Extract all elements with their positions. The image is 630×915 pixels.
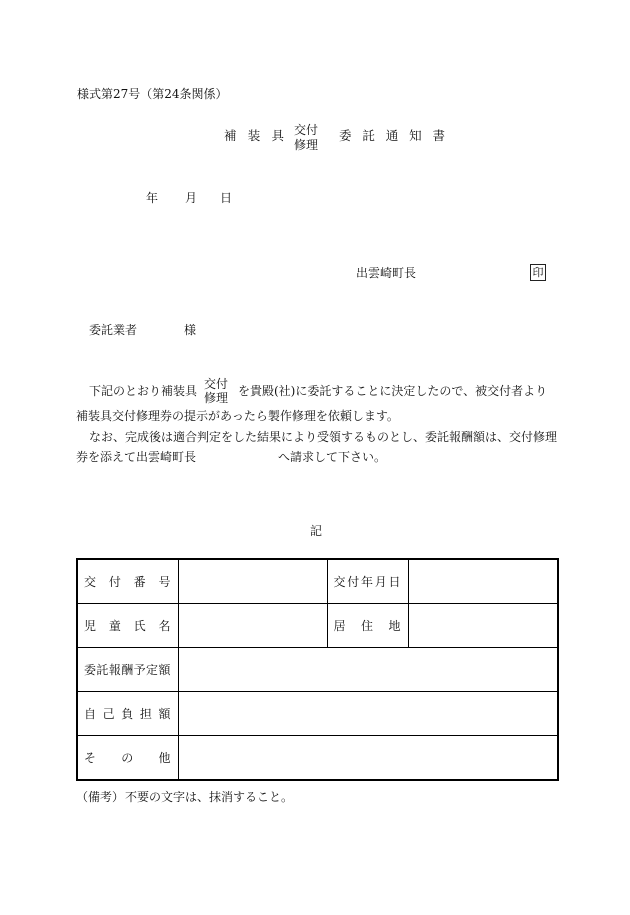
label-char: 氏	[133, 619, 146, 633]
label-char: 負	[121, 707, 134, 721]
body-stack-bottom: 修理	[204, 391, 229, 405]
title-rest	[339, 130, 445, 143]
label-cell	[77, 559, 178, 604]
title-char: 通	[385, 128, 399, 143]
label-cell	[77, 692, 178, 736]
title-char: 知	[409, 128, 422, 143]
date-year: 年	[146, 191, 159, 205]
remarks-label: （備考）	[76, 790, 125, 804]
ki-heading: 記	[310, 524, 323, 538]
body-line1-pre: 下記のとおり補装具	[89, 384, 198, 398]
label-char: 交	[333, 575, 346, 589]
label-char: 付	[347, 575, 360, 589]
issue-number-field[interactable]	[178, 559, 327, 604]
label-char: 地	[388, 619, 401, 633]
remarks-text: 不要の文字は、抹消すること。	[125, 790, 294, 804]
form-number: 様式第27号（第24条関係）	[77, 87, 228, 101]
label-char: 定	[146, 663, 159, 677]
title-char: 委	[339, 128, 352, 143]
label-char: 名	[158, 619, 171, 633]
label-char: 月	[374, 575, 387, 589]
label-cell	[327, 604, 408, 648]
body-line1-stack	[204, 377, 228, 405]
label-char: 額	[158, 707, 171, 721]
issue-date-field[interactable]	[408, 559, 558, 604]
date-month: 月	[185, 191, 198, 205]
label-cell	[327, 559, 408, 604]
title-stack	[294, 123, 318, 153]
label-char: 住	[360, 619, 373, 633]
label-char: 委	[84, 663, 97, 677]
other-field[interactable]	[178, 736, 558, 781]
label-char: 号	[158, 575, 171, 589]
table-row	[77, 559, 558, 604]
label-char: 童	[108, 619, 121, 633]
title-main	[224, 130, 284, 143]
issuer-name: 出雲崎町長	[356, 266, 417, 280]
title-char: 託	[362, 128, 375, 143]
child-name-field[interactable]	[178, 604, 327, 648]
label-cell	[77, 648, 178, 692]
label-char: 己	[102, 707, 115, 721]
table-row	[77, 692, 558, 736]
label-char: 他	[158, 751, 171, 765]
title-char: 書	[432, 128, 445, 143]
label-char: 額	[158, 663, 171, 677]
label-char: 酬	[121, 663, 134, 677]
label-char: 児	[84, 619, 97, 633]
label-char: 年	[360, 575, 373, 589]
label-char: 報	[108, 663, 121, 677]
label-char: 交	[84, 575, 97, 589]
label-char: そ	[84, 751, 97, 765]
label-char: 付	[108, 575, 121, 589]
self-pay-field[interactable]	[178, 692, 558, 736]
date-day: 日	[220, 191, 233, 205]
label-char: 番	[133, 575, 146, 589]
body-line4-post: へ請求して下さい。	[278, 450, 387, 464]
body-line3: なお、完成後は適合判定をした結果により受領するものとし、委託報酬額は、交付修理	[89, 430, 558, 444]
title-char: 補	[224, 128, 237, 143]
title-stack-top: 交付	[294, 123, 319, 137]
addressee-honorific: 様	[184, 323, 197, 337]
details-table	[76, 558, 559, 781]
label-cell	[77, 736, 178, 781]
label-cell	[77, 604, 178, 648]
label-char: 予	[133, 663, 146, 677]
label-char: 日	[388, 575, 401, 589]
title-char: 装	[247, 128, 261, 143]
table-row	[77, 736, 558, 781]
body-stack-top: 交付	[204, 377, 229, 391]
body-line2: 補装具交付修理券の提示があったら製作修理を依頼します。	[76, 409, 399, 423]
addressee-label: 委託業者	[89, 323, 138, 337]
title-char: 具	[271, 128, 284, 143]
body-line4-pre: 券を添えて出雲崎町長	[76, 450, 197, 464]
label-char: 居	[333, 619, 346, 633]
label-char: の	[121, 751, 134, 765]
planned-fee-field[interactable]	[178, 648, 558, 692]
seal-mark: 印	[530, 264, 546, 281]
label-char: 担	[139, 707, 152, 721]
title-stack-bottom: 修理	[294, 138, 319, 152]
table-row	[77, 604, 558, 648]
label-char: 自	[84, 707, 97, 721]
address-field[interactable]	[408, 604, 558, 648]
body-line1-post: を貴殿(社)に委託することに決定したので、被交付者より	[238, 384, 548, 398]
table-row	[77, 648, 558, 692]
label-char: 託	[96, 663, 109, 677]
